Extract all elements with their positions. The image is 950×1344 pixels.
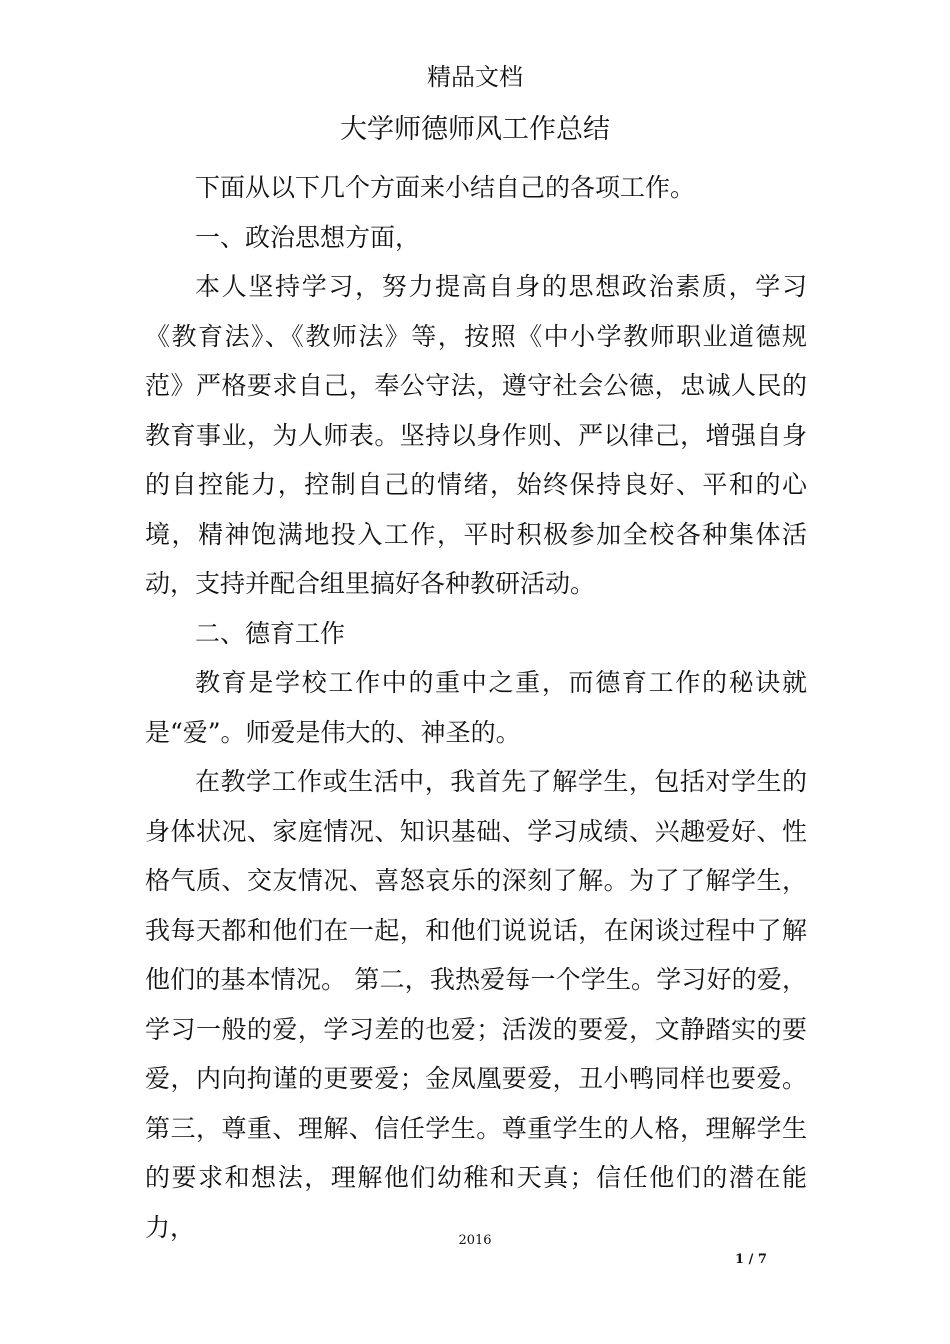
section-heading-moral: 二、德育工作: [195, 618, 346, 648]
footer-year: 2016: [458, 1233, 492, 1248]
section-heading-political: 一、政治思想方面，: [195, 222, 421, 252]
paragraph-moral-intro: 教育是学校工作中的重中之重，而德育工作的秘诀就是“爱”。师爱是伟大的、神圣的。: [145, 668, 807, 747]
document-title: 大学师德师风工作总结: [340, 114, 610, 145]
paragraph-political: 本人坚持学习，努力提高自身的思想政治素质，学习《教育法》、《教师法》等，按照《中小学教师职业道德规范》严格要求自己，奉公守法，遵守社会公德，忠诚人民的教育事业，为人师表。坚持以身作则、严以律己，增强自身的自控能力，控制自己的情绪，始终保持良好、平和的心境，精神饱满地投入工作，平时积极参加全校各种集体活动，支持并配合组里搞好各种教研活动。: [145, 272, 807, 598]
header-label: 精品文档: [427, 63, 523, 91]
document-body: [145, 163, 807, 1252]
paragraph-intro: 下面从以下几个方面来小结自己的各项工作。: [195, 173, 696, 202]
page-number: 1 / 7: [735, 1252, 767, 1267]
paragraph-teaching: 在教学工作或生活中，我首先了解学生，包括对学生的身体状况、家庭情况、知识基础、学习成绩、兴趣爱好、性格气质、交友情况、喜怒哀乐的深刻了解。为了了解学生，我每天都和他们在一起，和他们说说话，在闲谈过程中了解他们的基本情况。 第二，我热爱每一个学生。学习好的爱，学习一般的爱，学习差的也爱；活泼的要爱，文静踏实的要爱，内向拘谨的更要爱；金凤凰要爱，丑小鸭同样也要爱。第三，尊重、理解、信任学生。尊重学生的人格，理解学生的要求和想法，理解他们幼稚和天真；信任他们的潜在能力，: [145, 767, 807, 1242]
